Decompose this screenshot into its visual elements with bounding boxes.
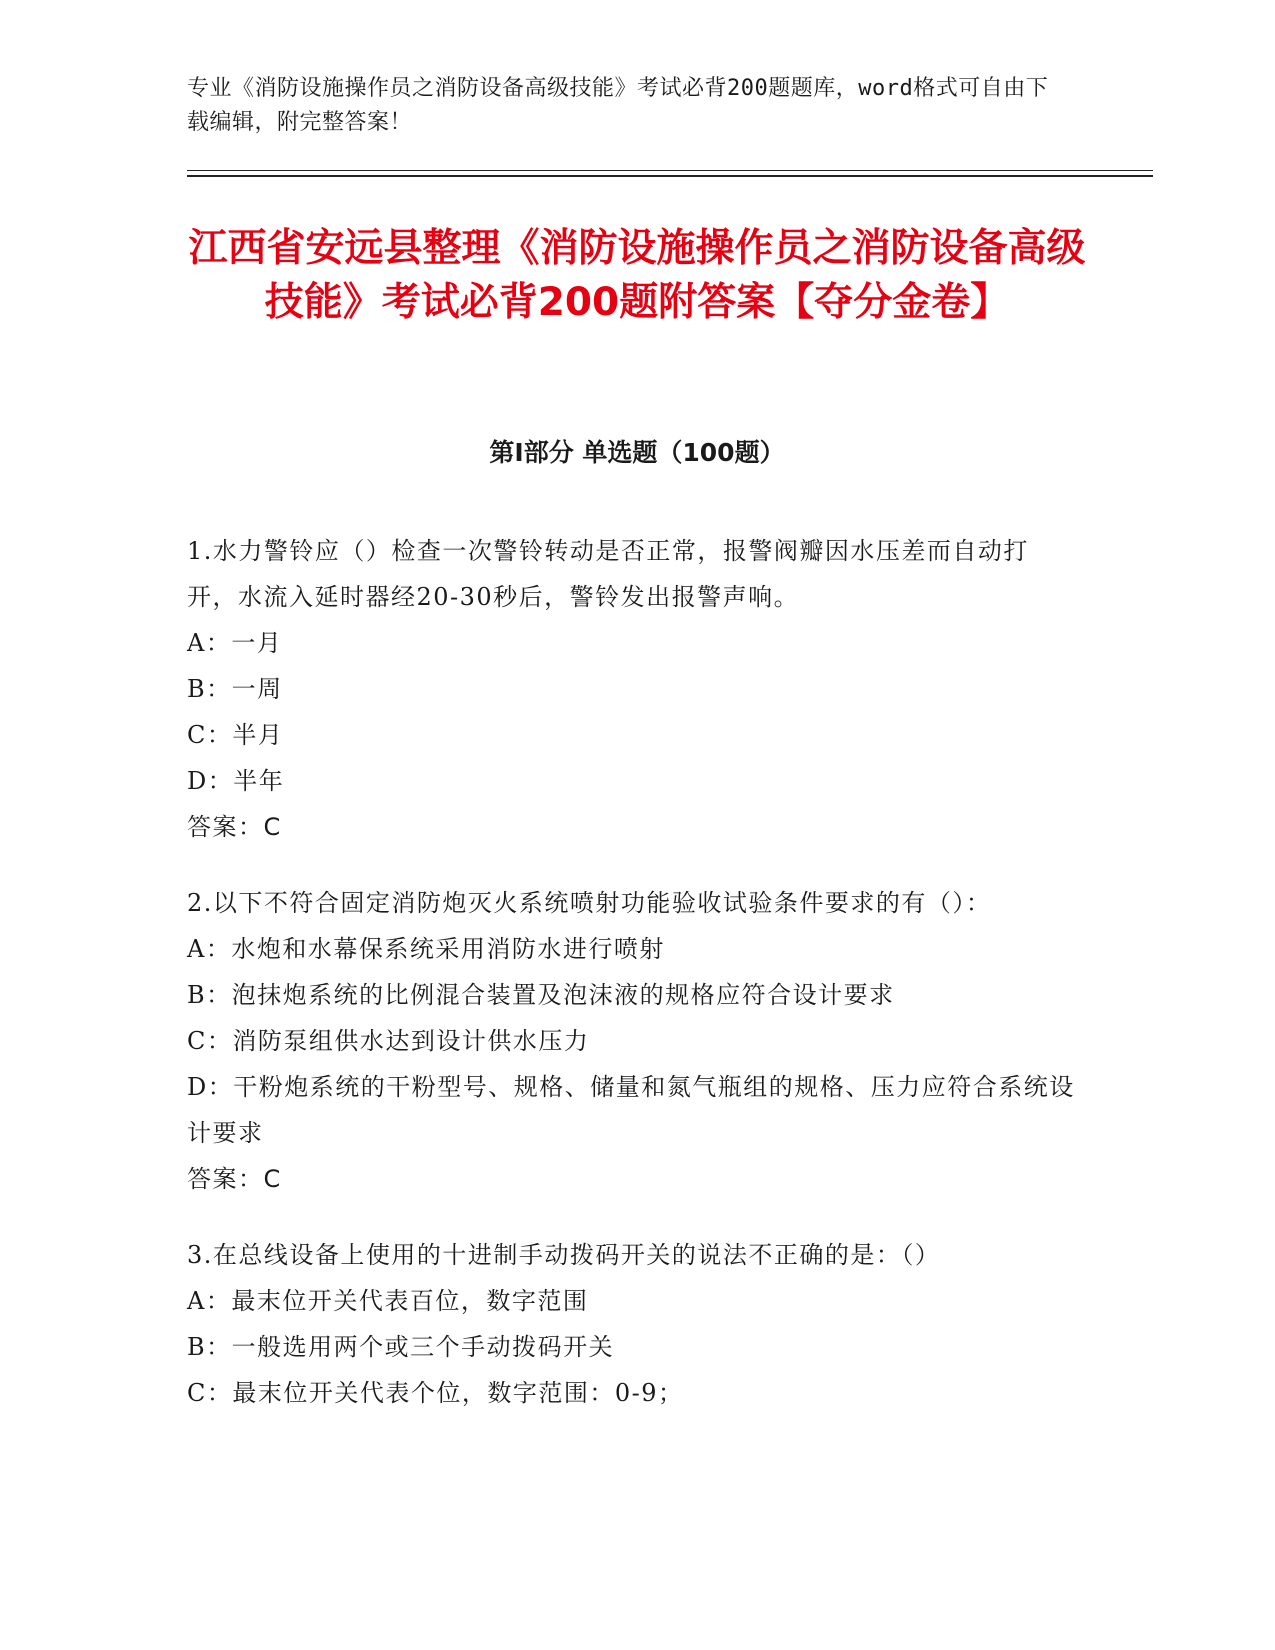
question-stem: 2.以下不符合固定消防炮灭火系统喷射功能验收试验条件要求的有（）：: [187, 889, 992, 917]
header-note: 专业《消防设施操作员之消防设备高级技能》考试必背200题题库，word格式可自由下载编辑，附完整答案！: [187, 76, 1049, 135]
question-option: C：消防泵组供水达到设计供水压力: [187, 1027, 590, 1055]
question-option: C：最末位开关代表个位，数字范围：0-9；: [187, 1379, 684, 1407]
question-answer: 答案：C: [187, 1165, 282, 1193]
question-item: [187, 880, 1077, 1202]
question-item: [187, 528, 1077, 850]
header-divider-thin: [187, 170, 1153, 171]
header-divider-thick: [187, 175, 1153, 177]
section-title: 第Ⅰ部分 单选题（100题）: [489, 438, 785, 467]
question-option: A：水炮和水幕保系统采用消防水进行喷射: [187, 935, 665, 963]
question-option: C：半月: [187, 721, 284, 749]
question-option: A：最末位开关代表百位，数字范围: [187, 1287, 589, 1315]
question-option: D：半年: [187, 767, 285, 795]
question-stem: 1.水力警铃应（）检查一次警铃转动是否正常，报警阀瓣因水压差而自动打开，水流入延时器经20-30秒后，警铃发出报警声响。: [187, 537, 1029, 611]
question-option: B：一般选用两个或三个手动拨码开关: [187, 1333, 615, 1361]
question-option: A：一月: [187, 629, 283, 657]
question-option: B：一周: [187, 675, 283, 703]
document-title: 江西省安远县整理《消防设施操作员之消防设备高级技能》考试必背200题附答案【夺分金卷】: [188, 226, 1086, 325]
question-item: [187, 1232, 1077, 1416]
question-answer: 答案：C: [187, 813, 282, 841]
question-stem: 3.在总线设备上使用的十进制手动拨码开关的说法不正确的是：（）: [187, 1241, 941, 1269]
question-option: B：泡抹炮系统的比例混合装置及泡沫液的规格应符合设计要求: [187, 981, 895, 1009]
question-option: D：干粉炮系统的干粉型号、规格、储量和氮气瓶组的规格、压力应符合系统设计要求: [187, 1073, 1075, 1147]
question-list: [187, 528, 1077, 1446]
